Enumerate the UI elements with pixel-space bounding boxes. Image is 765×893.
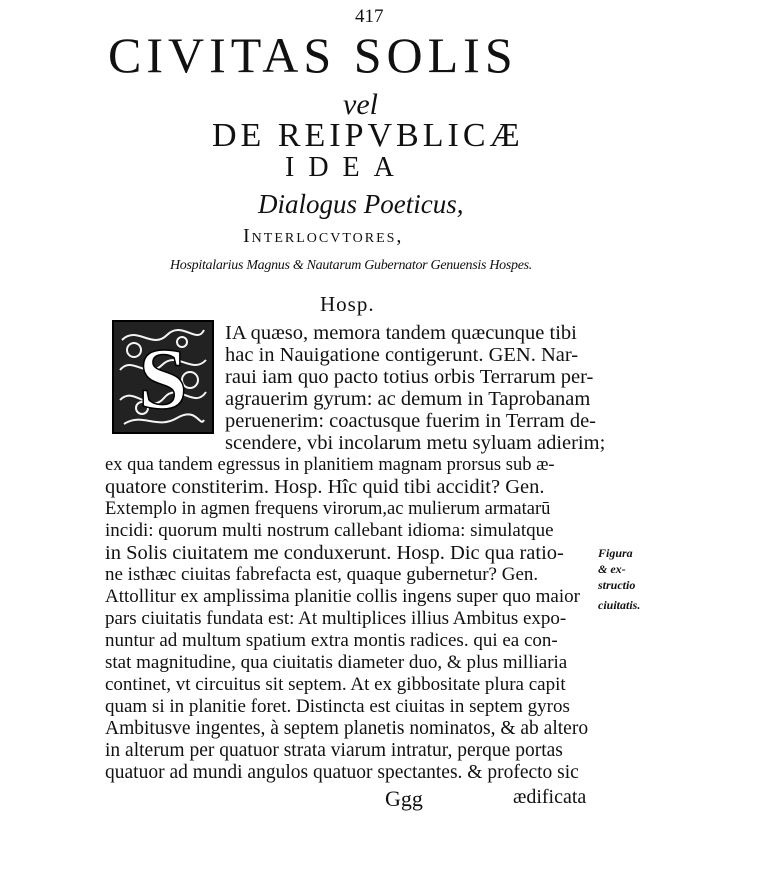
body-line: quam si in planitie foret. Distincta est ciuitas in septem gyros	[105, 696, 570, 717]
body-line: hac in Nauigatione contigerunt. GEN. Nar-	[225, 344, 579, 366]
catchword: ædificata	[513, 786, 587, 808]
title-conjunction: vel	[343, 88, 378, 121]
marginal-note-line: structio	[598, 578, 636, 592]
body-line: IA quæso, memora tandem quæcunque tibi	[225, 322, 577, 344]
book-title: CIVITAS SOLIS	[108, 27, 518, 83]
body-line: ne isthæc ciuitas fabrefacta est, quaque gubernetur? Gen.	[105, 564, 539, 585]
body-line: agrauerim gyrum: ac demum in Taprobanam	[225, 388, 591, 410]
title-line-2: DE REIPVBLICÆ	[212, 117, 524, 154]
body-line: incidi: quorum multi nostrum callebant idioma: simulatque	[105, 520, 554, 541]
body-line: ex qua tandem egressus in planitiem magnam prorsus sub æ-	[105, 455, 555, 475]
body-line: quatuor ad mundi angulos quatuor spectantes. & profecto sic	[105, 762, 579, 783]
title-line-3: IDEA	[285, 152, 408, 183]
subtitle: Dialogus Poeticus,	[258, 189, 464, 219]
marginal-note-line: ciuitatis.	[598, 598, 641, 612]
body-line: stat magnitudine, qua ciuitatis diameter duo, & plus milliaria	[105, 652, 568, 673]
decorated-initial-letter	[112, 320, 214, 434]
body-line: peruenerim: coactusque fuerim in Terram de-	[225, 410, 597, 432]
body-line: continet, vt circuitus sit septem. At ex gibbositate plura capit	[105, 674, 566, 695]
body-line: in alterum per quatuor strata viarum intratur, perque portas	[105, 740, 563, 761]
page-number: 417	[355, 6, 384, 27]
body-line: nuntur ad multum spatium extra montis radices. qui ea con-	[105, 630, 558, 651]
signature-mark: Ggg	[385, 786, 423, 811]
body-line: raui iam quo pacto totius orbis Terrarum per-	[225, 366, 594, 388]
body-line: Attollitur ex amplissima planitie collis ingens super quo maior	[105, 586, 580, 607]
body-line: scendere, vbi incolarum metu syluam adierim;	[225, 432, 606, 454]
body-line: quatore constiterim. Hosp. Hîc quid tibi accidit? Gen.	[105, 476, 545, 498]
body-line: in Solis ciuitatem me conduxerunt. Hosp. Dic qua ratio-	[105, 542, 564, 564]
body-line: pars ciuitatis fundata est: At multiplices illius Ambitus expo-	[105, 608, 567, 629]
body-line: Extemplo in agmen frequens virorum,ac mulierum armatarū	[105, 499, 551, 519]
body-line: Ambitusve ingentes, à septem planetis nominatos, & ab altero	[105, 718, 589, 739]
initial-letter: S	[138, 331, 188, 428]
marginal-note-line: & ex-	[598, 562, 626, 576]
ornament-initial-icon	[112, 320, 214, 434]
interlocutores-heading: Interlocvtores,	[243, 225, 404, 247]
marginal-note-line: Figura	[598, 546, 633, 560]
speakers-line: Hospitalarius Magnus & Nautarum Gubernator Genuensis Hospes.	[170, 258, 532, 273]
speaker-heading: Hosp.	[320, 292, 375, 316]
